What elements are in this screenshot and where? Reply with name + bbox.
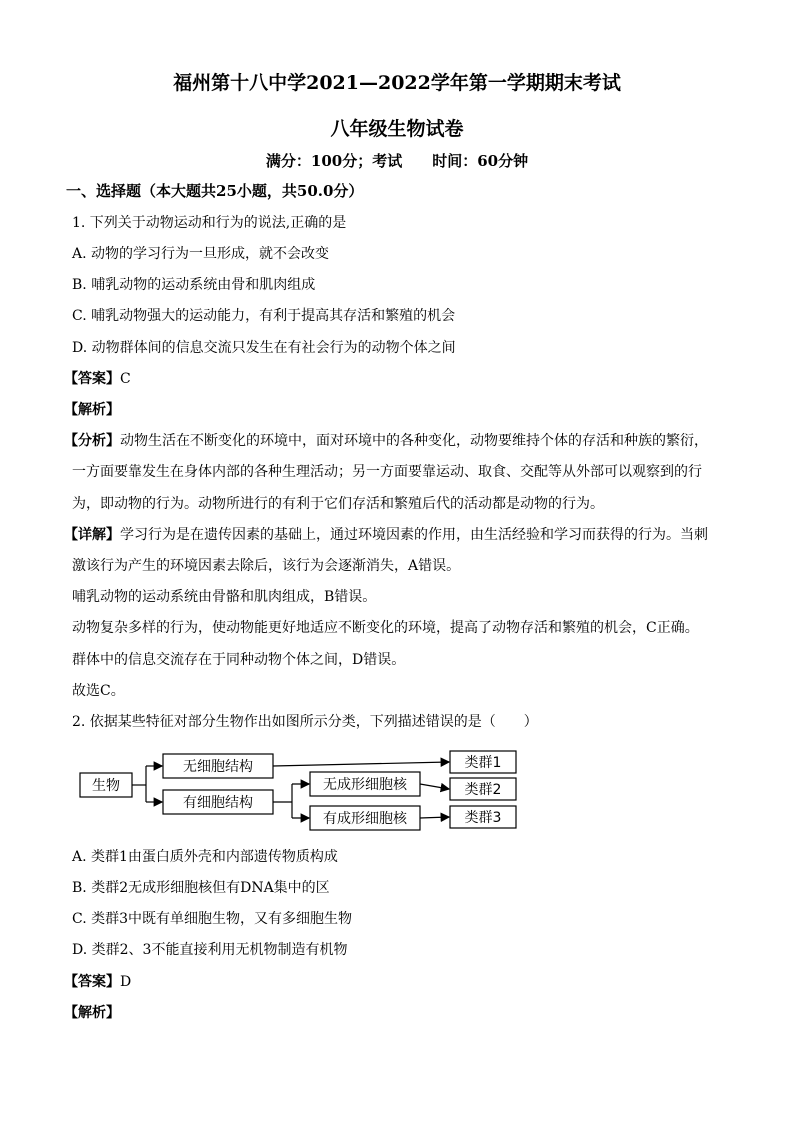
q1-option-a: A. 动物的学习行为一旦形成，就不会改变	[72, 246, 330, 262]
exam-info	[0, 150, 794, 171]
q2-option-d: D. 类群2、3不能直接利用无机物制造有机物	[72, 942, 348, 958]
classification-diagram	[78, 748, 523, 833]
q2-jiexi	[64, 1003, 120, 1023]
arrow-group3	[420, 817, 449, 818]
answer-value: C	[120, 371, 131, 387]
group1-label: 类群1	[464, 755, 502, 771]
exam-subtitle: 八年级生物试卷	[330, 118, 464, 140]
answer-tag: 【答案】	[64, 974, 120, 990]
answer-tag: 【答案】	[64, 371, 120, 387]
detail-text: 学习行为是在遗传因素的基础上，通过环境因素的作用，由生活经验和学习而获得的行为。当刺	[120, 527, 708, 543]
q1-analysis-line-3: 为，即动物的行为。动物所进行的有利于它们存活和繁殖后代的活动都是动物的行为。	[72, 496, 604, 512]
score-info: 满分：100分；考试	[265, 152, 403, 170]
q1-stem: 1. 下列关于动物运动和行为的说法,正确的是	[72, 215, 347, 231]
q1-jiexi	[64, 400, 120, 420]
arrow-group1	[273, 762, 449, 766]
q1-option-d: D. 动物群体间的信息交流只发生在有社会行为的动物个体之间	[72, 340, 456, 356]
answer-value: D	[120, 974, 132, 990]
q2-stem: 2. 依据某些特征对部分生物作出如图所示分类，下列描述错误的是（ ）	[72, 714, 538, 730]
q1-conclusion: 故选C。	[72, 683, 125, 699]
nucleus-label: 有成形细胞核	[323, 811, 407, 827]
q1-analysis-line-2: 一方面要靠发生在身体内部的各种生理活动；另一方面要靠运动、取食、交配等从外部可以观察到的行	[72, 464, 702, 480]
time-info: 时间：60分钟	[432, 152, 529, 170]
root-label: 生物	[92, 778, 120, 794]
q1-option-b: B. 哺乳动物的运动系统由骨和肌肉组成	[72, 277, 316, 293]
no-cell-label: 无细胞结构	[183, 759, 253, 775]
q2-answer	[64, 972, 132, 992]
jiexi-tag: 【解析】	[64, 1005, 120, 1021]
cell-label: 有细胞结构	[183, 795, 253, 811]
q1-detail-line-5: 群体中的信息交流存在于同种动物个体之间，D错误。	[72, 652, 406, 668]
q1-detail-line-1	[64, 525, 708, 545]
q1-detail-line-4: 动物复杂多样的行为，使动物能更好地适应不断变化的环境，提高了动物存活和繁殖的机会，C正确。	[72, 620, 699, 636]
q1-answer	[64, 369, 131, 389]
no-nucleus-label: 无成形细胞核	[323, 777, 407, 793]
q1-detail-line-2: 激该行为产生的环境因素去除后，该行为会逐渐消失，A错误。	[72, 558, 461, 574]
q2-option-c: C. 类群3中既有单细胞生物，又有多细胞生物	[72, 911, 353, 927]
jiexi-tag: 【解析】	[64, 402, 120, 418]
analysis-text: 动物生活在不断变化的环境中，面对环境中的各种变化，动物要维持个体的存活和种族的繁衍，	[120, 433, 708, 449]
q2-option-a: A. 类群1由蛋白质外壳和内部遗传物质构成	[72, 849, 338, 865]
exam-title: 福州第十八中学2021—2022学年第一学期期末考试	[173, 72, 621, 94]
analysis-tag: 【分析】	[64, 433, 120, 449]
section-heading: 一、选择题（本大题共25小题，共50.0分）	[66, 182, 364, 200]
q1-analysis-line-1	[64, 431, 708, 451]
detail-tag: 【详解】	[64, 527, 120, 543]
q1-option-c: C. 哺乳动物强大的运动能力，有利于提高其存活和繁殖的机会	[72, 308, 456, 324]
q1-detail-line-3: 哺乳动物的运动系统由骨骼和肌肉组成，B错误。	[72, 589, 377, 605]
group3-label: 类群3	[464, 810, 502, 826]
group2-label: 类群2	[464, 782, 502, 798]
q2-option-b: B. 类群2无成形细胞核但有DNA集中的区	[72, 880, 330, 896]
arrow-group2	[420, 784, 449, 789]
